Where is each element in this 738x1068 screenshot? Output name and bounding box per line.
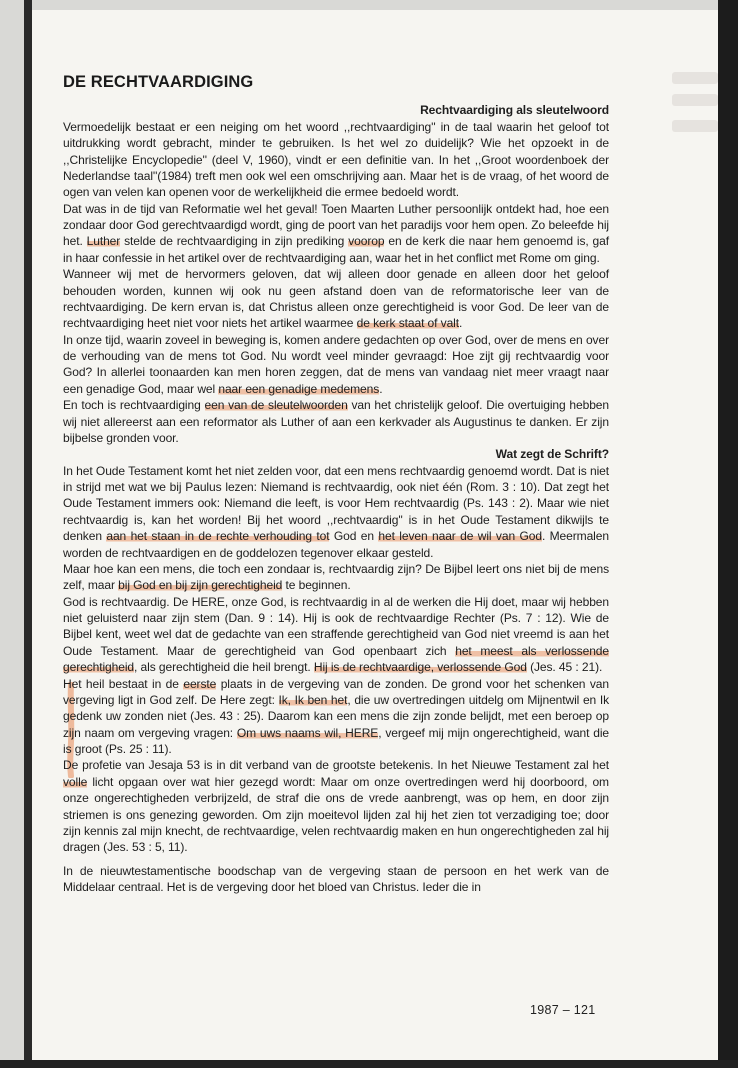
highlighted-text: volle (63, 774, 88, 789)
paragraph: In onze tijd, waarin zoveel in beweging is, komen andere gedachten op over God, over de mens en over de verhouding van de mens tot God. Nu wordt veel minder gevraagd: Hoe zijt gij rechtvaardig voor God? In allerlei toonaarden kan men horen zeggen, dat de mens van vandaag niet meer vraagt naar een genadige God, maar wel naar een genadige medemens. (63, 332, 609, 396)
show-through-mark (672, 120, 718, 132)
highlighted-text: voorop (348, 234, 385, 249)
highlighted-text: eerste (183, 676, 217, 691)
highlighted-text: bij God en bij zijn gerechtigheid (118, 578, 283, 593)
highlighted-text: Om uws naams wil, HERE (236, 725, 379, 740)
highlighted-text: het leven naar de wil van God (378, 529, 542, 544)
show-through-mark (672, 72, 718, 84)
show-through-mark (672, 94, 718, 106)
paragraph: De profetie van Jesaja 53 is in dit verband van de grootste betekenis. In het Nieuwe Testament zal het volle licht opgaan over wat hier gezegd wordt: Maar om onze overtredingen werd hij doorboord, om onze ongerechtigheden verbrijzeld, de straf die ons de vrede aanbrengt, was op hem, en door zijn striemen is ons genezing geworden. Om zijn moeitevol lijden zal hij het zien tot verzadiging toe; door zijn kennis zal mijn knecht, de rechtvaardige, velen rechtvaardig maken en hun ongerechtigheden zal hij dragen (Jes. 53 : 5, 11). (63, 758, 609, 855)
scan-left-edge (24, 0, 32, 1068)
highlighted-text: Hij is de rechtvaardige, verlossende God (313, 660, 527, 675)
paragraph: God is rechtvaardig. De HERE, onze God, is rechtvaardig in al de werken die Hij doet, maar wij hebben niet geluisterd naar zijn stem (Dan. 9 : 14). Hij is ook de rechtvaardige Rechter (Ps. 7 : 12). Wie de Bijbel kent, weet wel dat de gedachte van een straffende gerechtigheid van God niet vreemd is aan het Oude Testament. Maar de gerechtigheid van God openbaart zich het meest als verlossende gerechtigheid, als gerechtigheid die heil brengt. Hij is de rechtvaardige, verlossende God (Jes. 45 : 21). (63, 594, 609, 675)
scan-bottom-edge (0, 1060, 738, 1068)
paragraph: In de nieuwtestamentische boodschap van de vergeving staan de persoon en het werk van de Middelaar centraal. Het is de vergeving door het bloed van Christus. Ieder die in (63, 863, 609, 894)
scan-right-edge (718, 0, 738, 1068)
section-heading: Wat zegt de Schrift? (495, 447, 609, 462)
paragraph: Dat was in de tijd van Reformatie wel het geval! Toen Maarten Luther persoonlijk ontdekt had, hoe een zondaar door God gerechtvaardigd wordt, ging de poort van het paradijs voor hem open. Zo beleefde hij het. Luther stelde de rechtvaardiging in zijn prediking voorop en de kerk die naar hem genoemd is, gaf in haar confessie in het artikel over de rechtvaardiging aan, waar het in het conflict met Rome om ging. (63, 201, 609, 265)
highlighted-text: aan het staan in de rechte verhouding tot (106, 529, 330, 544)
article-content (63, 74, 609, 895)
page-number: 1987 – 121 (530, 1003, 596, 1017)
paragraph: Het heil bestaat in de eerste plaats in de vergeving van de zonden. De grond voor het schenken van vergeving ligt in God zelf. De Here zegt: Ik, Ik ben het, die uw overtredingen uitdelg om Mijnentwil en Ik gedenk uw zonden niet (Jes. 43 : 25). Daarom kan een mens die zijn zonde belijdt, met een beroep op zijn naam om vergeving vragen: Om uws naams wil, HERE, vergeef mij mijn ongerechtigheid, want die is groot (Ps. 25 : 11). (63, 676, 610, 756)
paragraph: Vermoedelijk bestaat er een neiging om het woord ,,rechtvaardiging'' in de taal waarin het geloof tot uitdrukking wordt gebracht, minder te gebruiken. Is het wel zo duidelijk? Wie het opzoekt in de ,,Christelijke Encyclopedie'' (deel V, 1960), vindt er een definitie van. In het ,,Groot woordenboek der Nederlandse taal''(1984) treft men ook wel een omschrijving aan. Maar het is de vraag, of het woord de ogen van velen kan openen voor de werkelijkheid die ermee bedoeld wordt. (63, 119, 609, 200)
paragraph: En toch is rechtvaardiging een van de sleutelwoorden van het christelijk geloof. Die overtuiging hebben wij niet allereerst aan een reformator als Luther of aan een kerkvader als Augustinus te danken. Er zijn bijbelse gronden voor. (63, 398, 610, 445)
paragraph: Maar hoe kan een mens, die toch een zondaar is, rechtvaardig zijn? De Bijbel leert ons niet bij de mens zelf, maar bij God en bij zijn gerechtigheid te beginnen. (63, 561, 609, 593)
highlighted-text: Luther (86, 234, 121, 249)
highlighted-text: Ik, Ik ben het (278, 692, 348, 707)
paragraph: Wanneer wij met de hervormers geloven, dat wij alleen door genade en alleen door het geloof behouden worden, kunnen wij ook nu geen afstand doen van de reformatorische leer van de rechtvaardiging. De kern ervan is, dat Christus alleen onze gerechtigheid is voor God. De leer van de rechtvaardiging heet niet voor niets het artikel waarmee de kerk staat of valt. (63, 267, 609, 331)
highlighted-text: de kerk staat of valt (356, 316, 459, 331)
paragraph: In het Oude Testament komt het niet zelden voor, dat een mens rechtvaardig genoemd wordt. Dat is niet in strijd met wat we bij Paulus lezen: Niemand is rechtvaardig, ook niet één (Rom. 3 : 10). Dat zegt het Oude Testament immers ook: Niemand die leeft, is voor Hem rechtvaardig (Ps. 143 : 2). Maar wie niet rechtvaardig is, kan het worden! Bij het woord ,,rechtvaardig'' is in het Oude Testament dikwijls te denken aan het staan in de rechte verhouding tot God en het leven naar de wil van God. Meermalen worden de rechtvaardigen en de goddelozen tegenover elkaar gesteld. (63, 463, 609, 560)
article-title: DE RECHTVAARDIGING (63, 73, 254, 91)
section-heading: Rechtvaardiging als sleutelwoord (420, 103, 609, 118)
highlighted-text: het meest als verlossende gerechtigheid (63, 643, 609, 675)
highlighted-text: een van de sleutelwoorden (204, 398, 348, 413)
highlighted-text: naar een genadige medemens (218, 381, 380, 396)
